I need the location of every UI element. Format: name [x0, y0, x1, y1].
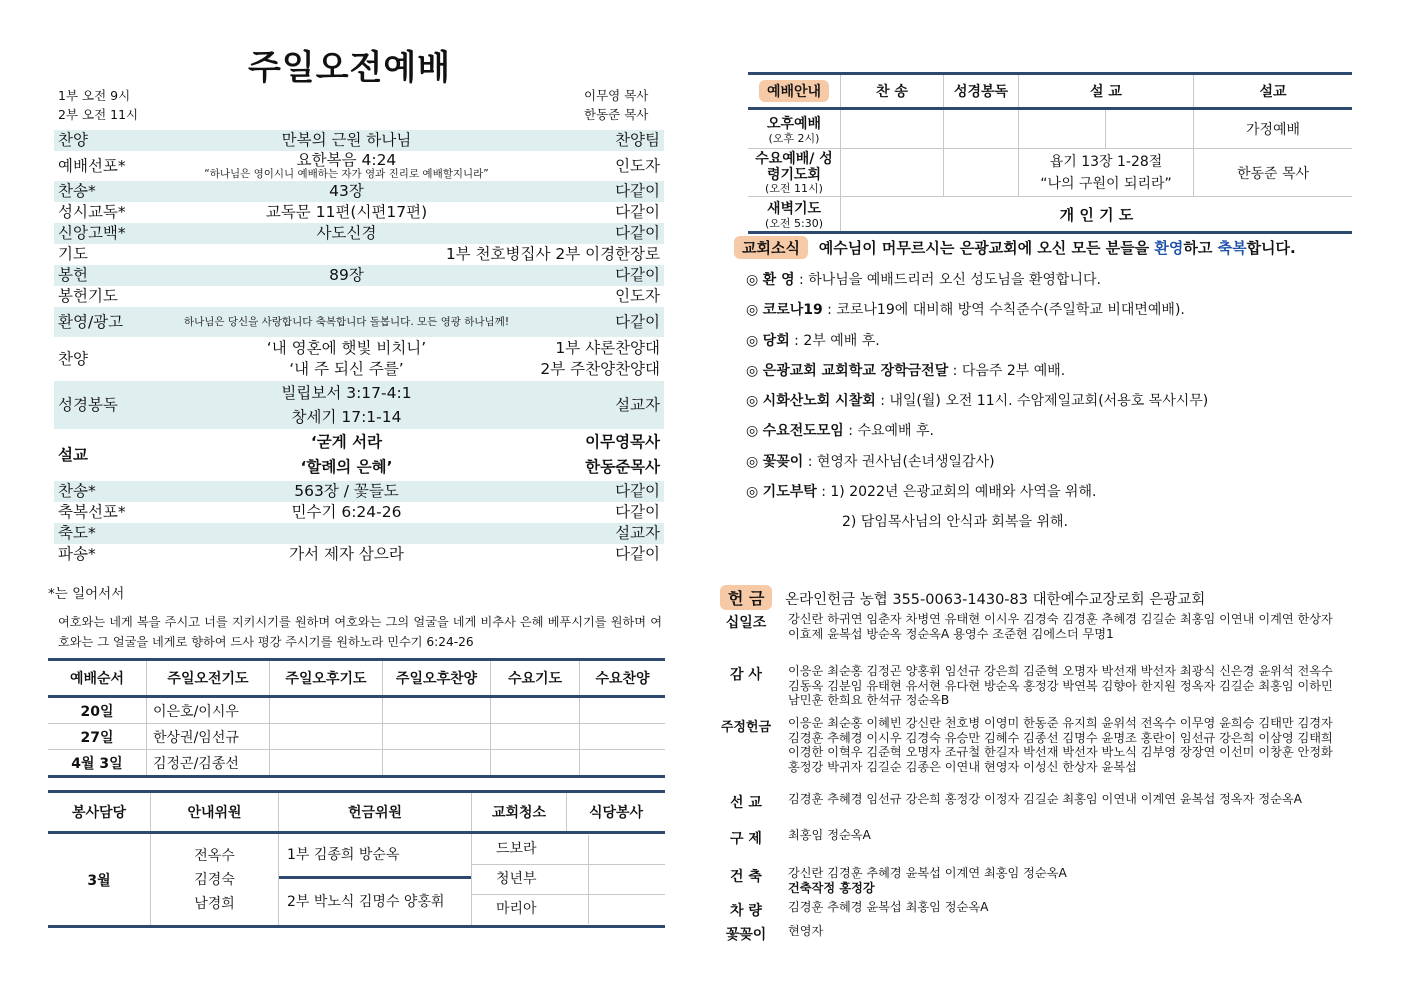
- volunteer-month: 3월: [48, 833, 151, 927]
- service-pastor: 한동준 목사: [584, 107, 649, 122]
- volunteer-header: 안내위원: [151, 792, 279, 833]
- order-leader-line: 1부 샤론찬양대: [555, 339, 660, 357]
- volunteer-header: 헌금위원: [279, 792, 472, 833]
- volunteer-header: 봉사담당: [48, 792, 151, 833]
- volunteer-ushers: [151, 833, 279, 927]
- offering-team: 2부 박노식 김명수 양홍휘: [287, 894, 445, 910]
- order-content: 43장: [177, 181, 516, 202]
- worship-header-row: [748, 74, 1352, 109]
- order-leader: 찬양팀: [516, 130, 664, 151]
- news-title: 당회: [762, 332, 790, 349]
- worship-row: [748, 149, 1352, 197]
- duty-cell: [491, 697, 580, 724]
- news-item: ◎ 꽃꽂이 : 현영자 권사님(손녀생일감사): [746, 453, 995, 470]
- duty-cell: [270, 724, 383, 750]
- order-row: [54, 151, 664, 181]
- order-row: [54, 429, 664, 481]
- cleaning-row: [472, 895, 665, 924]
- offering-type: 주정헌금: [720, 720, 772, 735]
- news-label: 교회소식: [734, 236, 808, 259]
- order-content-line: ‘내 주 되신 주를’: [289, 360, 404, 378]
- worship-name: [748, 197, 841, 233]
- offering-names: 최홍임 정순옥A: [788, 828, 871, 842]
- worship-sermon: [1019, 149, 1194, 197]
- service-time: 2부 오전 11시: [58, 107, 139, 122]
- order-row: [54, 130, 664, 151]
- news-text: : 1) 2022년 은광교회의 예배와 사역을 위해.: [816, 484, 1097, 501]
- worship-row: [748, 197, 1352, 233]
- news-title: 시화산노회 시찰회: [762, 393, 876, 410]
- order-row: [54, 523, 664, 544]
- order-row: [54, 223, 664, 244]
- volunteer-cleaning: [472, 833, 666, 927]
- order-content-line: 창세기 17:1-14: [291, 408, 402, 426]
- service-pastor: 이무영 목사: [584, 88, 649, 103]
- news-list: [746, 270, 1208, 543]
- offering-names: 현영자: [788, 924, 824, 938]
- order-content-line: 빌립보서 3:17-4:1: [281, 384, 412, 402]
- worship-col5: 한동준 목사: [1194, 149, 1353, 197]
- volunteer-table: [48, 790, 665, 928]
- duty-cell: [270, 697, 383, 724]
- duty-row: [48, 724, 665, 750]
- order-name: 찬송*: [54, 181, 177, 202]
- volunteer-header: 교회청소: [472, 792, 567, 833]
- order-content: 89장: [177, 265, 516, 286]
- offering-type: 꽃꽂이: [725, 927, 767, 943]
- news-text: : 수요예배 후.: [843, 423, 934, 440]
- news-intro-text: 예수님이 머무르시는 은광교회에 오신 모든 분들을: [818, 239, 1155, 257]
- worship-guide-table: [748, 72, 1352, 234]
- volunteer-header: 식당봉사: [567, 792, 666, 833]
- order-row: [54, 265, 664, 286]
- order-name: 신앙고백*: [54, 223, 177, 244]
- sermon-text: 욥기 13장 1-28절: [1049, 153, 1163, 170]
- worship-title: 오후예배: [766, 116, 822, 132]
- news-text: : 다음주 2부 예배.: [948, 362, 1066, 379]
- offering-type: 선 교: [730, 795, 762, 811]
- cleaning-team: 드보라: [496, 841, 537, 857]
- worship-header: 성경봉독: [944, 74, 1019, 109]
- duty-header-row: [48, 660, 665, 697]
- news-title: 수요전도모임: [762, 423, 844, 440]
- offering-header: [720, 585, 1205, 610]
- duty-cell: [491, 750, 580, 777]
- offering-team: 1부 김종희 방순옥: [279, 834, 471, 879]
- order-content: 민수기 6:24-26: [291, 503, 402, 521]
- news-item: ◎ 당회 : 2부 예배 후.: [746, 332, 880, 349]
- duty-cell: [580, 750, 666, 777]
- duty-header: 주일오후기도: [270, 660, 383, 697]
- duty-prayer: 한상권/임선규: [147, 724, 270, 750]
- duty-prayer: 이은호/이시우: [147, 697, 270, 724]
- cleaning-team: 마리아: [496, 901, 537, 917]
- order-row: [54, 244, 664, 265]
- worship-row: [748, 109, 1352, 149]
- kitchen-cell: [588, 835, 665, 864]
- order-row: [54, 337, 664, 381]
- worship-title: 수요예배/ 성령기도회: [755, 150, 833, 183]
- worship-title: 새벽기도: [766, 201, 822, 217]
- offering-type: 감 사: [730, 667, 762, 683]
- duty-cell: [580, 697, 666, 724]
- order-leader: [516, 337, 664, 381]
- news-item: ◎ 환 영 : 하나님을 예배드리러 오신 성도님을 환영합니다.: [746, 272, 1101, 288]
- news-title: 환 영: [762, 272, 795, 288]
- offering-account: 온라인헌금 농협 355-0063-1430-83 대한예수교장로회 은광교회: [785, 592, 1206, 608]
- news-title: 코로나19: [762, 302, 823, 319]
- sermon-title: “나의 구원이 되리라”: [1040, 175, 1172, 192]
- duty-cell: [383, 750, 491, 777]
- news-item-continued: 2) 담임목사님의 안식과 회복을 위해.: [842, 514, 1068, 531]
- duty-row: [48, 697, 665, 724]
- news-text: : 2부 예배 후.: [789, 332, 880, 349]
- worship-cell: [841, 149, 944, 197]
- offering-type: 차 량: [730, 903, 762, 919]
- offering-names-line: 강신란 김경훈 추혜경 윤복섭 이계연 최홍임 정순옥A: [788, 866, 1067, 880]
- order-content: [177, 429, 516, 481]
- offering-names: 이응운 최순홍 김정곤 양홍휘 임선규 강은희 김준혁 오명자 박선재 박선자 최광식 신은경 윤위석 전옥수 김동옥 김분임 유태현 유서현 유다현 방순옥 홍정강 박연복 김향아 한지원 정옥자 김길순 최홍임 이하민 남민훈 한희요 한석규 정순옥B: [788, 664, 1333, 707]
- order-leader: 인도자: [615, 287, 660, 305]
- order-content: 가서 제자 삼으라: [289, 545, 404, 563]
- usher-name: 전옥수: [194, 847, 235, 864]
- duty-row: [48, 750, 665, 777]
- news-item: ◎ 기도부탁 : 1) 2022년 은광교회의 예배와 사역을 위해.: [746, 484, 1097, 501]
- order-content: [177, 523, 516, 544]
- news-item: ◎ 시화산노회 시찰회 : 내일(월) 오전 11시. 수암제일교회(서용호 목사시무): [746, 393, 1209, 410]
- order-row: [54, 202, 664, 223]
- usher-name: 남경희: [194, 895, 235, 912]
- duty-cell: [491, 724, 580, 750]
- blessing-text: 여호와는 네게 복을 주시고 너를 지키시기를 원하며 여호와는 그의 얼굴을 네게 비추사 은혜 베푸시기를 원하며 여호와는 그 얼굴을 네게로 향하여 드사 평강 주시기를 원하노라 민수기 6:24-26: [58, 615, 662, 649]
- order-row: [54, 307, 664, 337]
- duty-header: 주일오전기도: [147, 660, 270, 697]
- news-intro-text: 합니다.: [1246, 239, 1296, 257]
- worship-merged: 개 인 기 도: [841, 197, 1353, 233]
- order-leader: 인도자: [615, 156, 660, 175]
- worship-order: [54, 130, 664, 565]
- worship-cell: [841, 109, 944, 149]
- order-name: 찬양: [58, 349, 88, 368]
- order-leader: 다같이: [615, 503, 660, 521]
- news-item: ◎ 수요전도모임 : 수요예배 후.: [746, 423, 934, 440]
- order-leader: 다같이: [516, 307, 664, 337]
- news-text: : 하나님을 예배드리러 오신 성도님을 환영합니다.: [794, 272, 1101, 288]
- news-header: [734, 236, 1296, 259]
- order-content-line: ‘할례의 은혜’: [300, 458, 393, 476]
- news-text: : 코로나19에 대비해 방역 수칙준수(주일학교 비대면예배).: [822, 302, 1185, 319]
- order-leader: 다같이: [516, 181, 664, 202]
- order-name: 환영/광고: [54, 307, 177, 337]
- news-item: ◎ 코로나19 : 코로나19에 대비해 방역 수칙준수(주일학교 비대면예배).: [746, 302, 1185, 319]
- order-row: [54, 502, 664, 523]
- news-title: 기도부탁: [762, 484, 817, 501]
- news-intro-highlight: 환영: [1154, 239, 1184, 257]
- order-content-main: 요한복음 4:24: [296, 150, 397, 169]
- order-leader-line: 2부 주찬양찬양대: [540, 360, 660, 378]
- order-name: 설교: [58, 445, 88, 464]
- volunteer-header-row: [48, 792, 665, 833]
- news-text: : 현영자 권사님(손녀생일감사): [803, 453, 995, 470]
- order-leader: 설교자: [516, 523, 664, 544]
- duty-header: 예배순서: [48, 660, 147, 697]
- order-content: [177, 337, 516, 381]
- order-leader: 1부 천호병집사 2부 이경한장로: [445, 245, 660, 263]
- order-content: 하나님은 당신을 사랑합니다 축복합니다 돌봅니다. 모든 영광 하나님께!: [177, 307, 516, 337]
- order-leader-line: 이무영목사: [585, 433, 660, 451]
- order-leader: 다같이: [615, 545, 660, 563]
- duty-header: 수요기도: [491, 660, 580, 697]
- order-content: [177, 286, 516, 307]
- offering-label: 헌 금: [720, 585, 772, 610]
- worship-cell: [944, 109, 1019, 149]
- order-content: 만복의 근원 하나님: [177, 130, 516, 151]
- offering-names: 김경훈 추혜경 임선규 강은희 홍정강 이정자 김길순 최홍임 이연내 이계연 윤복섭 정옥자 정순옥A: [788, 792, 1302, 806]
- order-content: [177, 151, 516, 181]
- order-content-line: ‘내 영혼에 햇빛 비치니’: [266, 339, 427, 357]
- duty-date: 27일: [48, 724, 147, 750]
- duty-cell: [270, 750, 383, 777]
- order-content: 교독문 11편(시편17편): [265, 203, 428, 221]
- duty-cell: [383, 724, 491, 750]
- duty-cell: [383, 697, 491, 724]
- service-pastors: [584, 86, 648, 124]
- duty-cell: [580, 724, 666, 750]
- order-name: 봉헌: [54, 265, 177, 286]
- order-content: 563장 / 꽃들도: [177, 481, 516, 502]
- news-text: : 내일(월) 오전 11시. 수암제일교회(서용호 목사시무): [875, 393, 1209, 410]
- order-row: [54, 381, 664, 429]
- order-row: [54, 181, 664, 202]
- news-intro-highlight: 축복: [1217, 239, 1247, 257]
- kitchen-cell: [588, 895, 665, 924]
- order-content-line: ‘굳게 서라: [310, 433, 383, 451]
- worship-time: (오후 2시): [768, 132, 820, 145]
- order-name: 찬송*: [54, 481, 177, 502]
- news-title: 은광교회 교회학교 장학금전달: [762, 362, 949, 379]
- order-name: 찬양: [54, 130, 177, 151]
- offering-type: 구 제: [730, 831, 762, 847]
- standing-note: *는 일어서서: [48, 586, 125, 602]
- order-name: 봉헌기도: [58, 287, 118, 305]
- usher-name: 김경숙: [194, 871, 235, 888]
- cleaning-row: [472, 865, 665, 895]
- order-name: 성경봉독: [54, 381, 177, 429]
- order-leader: 다같이: [615, 203, 660, 221]
- duty-prayer: 김정곤/김종선: [147, 750, 270, 777]
- cleaning-team: 청년부: [496, 871, 537, 887]
- worship-name: [748, 109, 841, 149]
- page-title: 주일오전예배: [248, 48, 452, 88]
- worship-cell: [944, 149, 1019, 197]
- worship-header: 찬 송: [841, 74, 944, 109]
- order-name: 파송*: [58, 545, 96, 563]
- worship-time: (오전 5:30): [764, 217, 824, 230]
- order-name: 예배선포*: [58, 156, 126, 175]
- volunteer-row: [48, 833, 665, 927]
- worship-header: [748, 74, 841, 109]
- order-content: 사도신경: [177, 223, 516, 244]
- news-item: ◎ 은광교회 교회학교 장학금전달 : 다음주 2부 예배.: [746, 362, 1066, 379]
- duty-table: [48, 658, 665, 778]
- service-times: [58, 86, 138, 124]
- offering-names-line: 건축작정 홍정강: [788, 880, 875, 895]
- order-leader: 다같이: [516, 265, 664, 286]
- news-title: 꽃꽂이: [762, 453, 804, 470]
- order-row: [54, 286, 664, 307]
- worship-time: (오전 11시): [765, 181, 823, 195]
- offering-names: 이응운 최순홍 이혜빈 강신란 천호병 이영미 한동준 유지희 윤위석 전옥수 이무영 윤희승 김태만 김경자 김경훈 추혜경 이시우 김경숙 유승만 김혜수 김종선 김명수 윤명조 홍란이 임선규 강은희 이삼영 김태희 이경한 이혁우 김준혁 오명자 조규철 한길자 박선재 박선자 박노식 김부영 장장연 이선미 이창훈 안정화 홍정강 박귀자 김길순 김종은 이연내 현영자 이성신 한상자 윤복섭: [788, 716, 1333, 774]
- duty-date: 4월 3일: [48, 750, 147, 777]
- cleaning-row: [472, 835, 665, 865]
- offering-names: 강신란 하귀연 임춘자 차병연 유태현 이시우 김경숙 김경훈 추혜경 김길순 최홍임 이연내 이계연 한상자 이효제 윤복섭 방순옥 정순옥A 용영수 조준현 김에스더 무명1: [788, 612, 1333, 641]
- order-name: 축도*: [54, 523, 177, 544]
- order-name: 기도: [58, 245, 88, 263]
- order-leader-line: 한동준목사: [585, 458, 660, 476]
- duty-header: 주일오후찬양: [383, 660, 491, 697]
- order-leader: 다같이: [516, 481, 664, 502]
- worship-cell: [1019, 109, 1194, 149]
- worship-name: [748, 149, 841, 197]
- offering-names: [788, 866, 1348, 895]
- duty-date: 20일: [48, 697, 147, 724]
- order-row: [54, 481, 664, 502]
- order-content-sub: “하나님은 영이시니 예배하는 자가 영과 진리로 예배할지니라”: [204, 167, 489, 180]
- order-leader: 다같이: [516, 223, 664, 244]
- offering-names: 김경훈 추혜경 윤복섭 최홍임 정순옥A: [788, 900, 989, 914]
- volunteer-offering: [279, 833, 472, 927]
- order-content: [177, 381, 516, 429]
- service-time: 1부 오전 9시: [58, 88, 131, 103]
- offering-type: 십일조: [725, 615, 767, 631]
- duty-header: 수요찬양: [580, 660, 666, 697]
- order-name: 축복선포*: [58, 503, 126, 521]
- offering-type: 건 축: [730, 869, 762, 885]
- worship-header: 설교: [1194, 74, 1353, 109]
- worship-header: 설 교: [1019, 74, 1194, 109]
- worship-header-label: 예배안내: [759, 80, 829, 102]
- news-intro-text: 하고: [1183, 239, 1218, 257]
- worship-col5: 가정예배: [1194, 109, 1353, 149]
- order-leader: [516, 429, 664, 481]
- order-row: [54, 544, 664, 565]
- kitchen-cell: [588, 865, 665, 894]
- order-leader: 설교자: [516, 381, 664, 429]
- news-intro: [819, 239, 1296, 257]
- order-name: 성시교독*: [58, 203, 126, 221]
